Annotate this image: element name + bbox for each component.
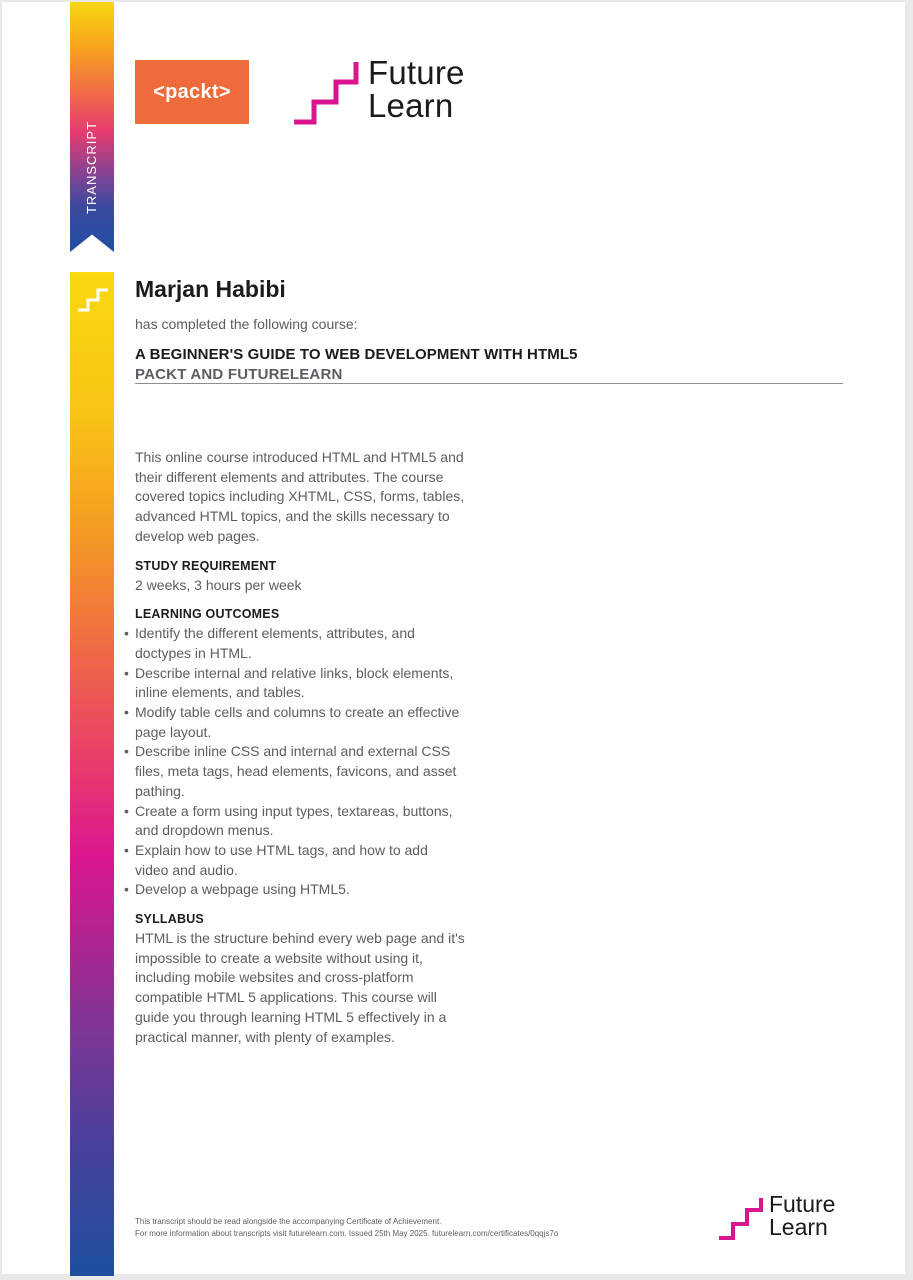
footer-note — [135, 1216, 558, 1240]
futurelearn-logo-line2: Learn — [368, 87, 454, 124]
course-title: A BEGINNER'S GUIDE TO WEB DEVELOPMENT WITH HTML5 — [135, 346, 578, 363]
course-details — [135, 448, 465, 1047]
list-item: • Create a form using input types, textareas, buttons, and dropdown menus. — [135, 802, 465, 841]
futurelearn-stairs-icon — [292, 60, 362, 126]
footer-line1: This transcript should be read alongside the accompanying Certificate of Achievement. — [135, 1217, 442, 1226]
transcript-label: TRANSCRIPT — [84, 120, 100, 214]
study-requirement-text: 2 weeks, 3 hours per week — [135, 576, 302, 593]
futurelearn-logo-line1: Future — [368, 54, 465, 91]
footer-line2: For more information about transcripts visit futurelearn.com. Issued 25th May 2025. futurelearn.com/certificates/0qqjs7o — [135, 1229, 559, 1238]
learner-name: Marjan Habibi — [135, 276, 286, 302]
futurelearn-logo — [292, 54, 492, 128]
list-item: • Describe inline CSS and internal and external CSS files, meta tags, head elements, favicons, and asset pathing. — [135, 742, 465, 801]
futurelearn-footer-logo-line2: Learn — [769, 1214, 828, 1240]
list-item: • Describe internal and relative links, block elements, inline elements, and tables. — [135, 664, 465, 703]
syllabus-heading: SYLLABUS — [135, 912, 204, 927]
list-item: • Develop a webpage using HTML5. — [135, 880, 465, 900]
futurelearn-footer-logo — [717, 1191, 857, 1244]
divider — [135, 383, 843, 384]
course-description: This online course introduced HTML and HTML5 and their different elements and attributes. The course covered topics including XHTML, CSS, forms, tables, advanced HTML topics, and the skills necessary to develop web pages. — [135, 449, 465, 544]
study-requirement-heading: STUDY REQUIREMENT — [135, 558, 277, 573]
completed-text: has completed the following course: — [135, 316, 358, 332]
packt-logo: <packt> — [135, 60, 249, 124]
course-provider: PACKT AND FUTURELEARN — [135, 366, 343, 383]
futurelearn-footer-logo-line1: Future — [769, 1191, 836, 1217]
syllabus-text: HTML is the structure behind every web page and it's impossible to create a website without using it, including mobile websites and cross-platform compatible HTML 5 applications. This course will guide you through learning HTML 5 effectively in a practical manner, with plenty of examples. — [135, 930, 465, 1045]
list-item: • Identify the different elements, attributes, and doctypes in HTML. — [135, 624, 465, 663]
learning-outcomes-heading: LEARNING OUTCOMES — [135, 607, 280, 622]
list-item: • Modify table cells and columns to create an effective page layout. — [135, 703, 465, 742]
list-item: • Explain how to use HTML tags, and how to add video and audio. — [135, 841, 465, 880]
learning-outcomes-list — [135, 624, 465, 900]
futurelearn-footer-stairs-icon — [717, 1196, 765, 1242]
transcript-ribbon-label-box — [70, 122, 114, 212]
stairs-icon — [76, 280, 108, 316]
transcript-page — [2, 2, 905, 1274]
gradient-side-bar — [70, 272, 114, 1276]
